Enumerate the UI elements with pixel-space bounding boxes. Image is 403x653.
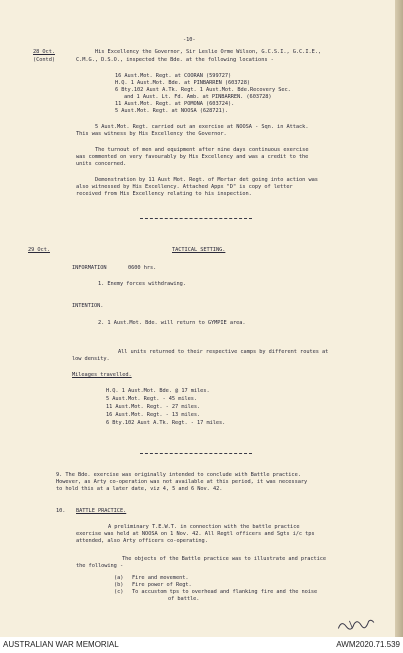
location-line: 5 Aust.Mot. Regt. at NOOSA (628721). — [115, 108, 229, 114]
page-number: -10- — [183, 37, 196, 43]
footer-reference: AWM2020.71.539 — [336, 640, 400, 649]
paragraph-line: low density. — [72, 356, 110, 362]
mileage-line: 11 Aust.Mot. Regt. - 27 miles. — [106, 404, 201, 410]
info-label: INFORMATION — [72, 265, 107, 271]
info-item: 1. Enemy forces withdrawing. — [98, 281, 186, 287]
info-time: 0600 hrs. — [128, 265, 157, 271]
paragraph-line: received from His Excellency relating to his inspection. — [76, 191, 252, 197]
paragraph-line: This was witness by His Excellency the Governor. — [76, 131, 227, 137]
entry-date-28-oct: 28 Oct. — [33, 49, 55, 55]
archive-footer — [0, 637, 403, 653]
list-item: Fire power of Regt. — [132, 582, 192, 588]
paragraph-line: was commented on very favourably by His Excellency and was a credit to the — [76, 154, 309, 160]
location-line: 16 Aust.Mot. Regt. at COORAN (599727) — [115, 73, 232, 79]
mileage-line: H.Q. 1 Aust.Mot. Bde. @ 17 miles. — [106, 388, 210, 394]
entry-date-29-oct: 29 Oct. — [28, 247, 50, 253]
intention-label: INTENTION. — [72, 303, 104, 309]
list-item: Fire and movement. — [132, 575, 189, 581]
list-item: of battle. — [168, 596, 200, 602]
section-divider — [140, 218, 252, 219]
paragraph-line: also witnessed by His Excellency. Attached Appx "D" is copy of letter — [76, 184, 293, 190]
section-heading: BATTLE PRACTICE. — [76, 508, 127, 514]
paragraph-line: However, as Arty co-operation was not available at this period, it was necessary — [56, 479, 308, 485]
location-line: 6 Bty.102 Aust A.Tk. Regt. 1 Aust.Mot. Bde.Recovery Sec. — [115, 87, 291, 93]
entry-28-line: C.M.G., D.S.O., inspected the Bde. at the following locations - — [76, 57, 274, 63]
mileage-line: 5 Aust.Mot. Regt. - 45 miles. — [106, 396, 198, 402]
mileage-line: 6 Bty.102 Aust A.Tk. Regt. - 17 miles. — [106, 420, 226, 426]
entry-28-line: His Excellency the Governor, Sir Leslie Orme Wilson, G.C.S.I., G.C.I.E., — [95, 49, 322, 55]
list-item-marker: (b) — [114, 582, 124, 588]
section-heading: TACTICAL SETTING. — [172, 247, 226, 253]
paragraph-line: The objects of the Battle practice was to illustrate and practice — [122, 556, 327, 562]
paragraph-number: 10. — [56, 508, 66, 514]
paragraph-line: Demonstration by 11 Aust Mot. Regt. of Mortar det going into action was — [95, 177, 318, 183]
paragraph-line: The turnout of men and equipment after nine days continuous exercise — [95, 147, 309, 153]
location-line: H.Q. 1 Aust.Mot. Bde. at PINBARREN (603728) — [115, 80, 250, 86]
location-line: 11 Aust.Mot. Regt. at POMONA (603724). — [115, 101, 235, 107]
paragraph-line: exercise was held at NOOSA on 1 Nov. 42. All Regtl officers and Sgts i/c tps — [76, 531, 315, 537]
page-edge — [395, 0, 403, 637]
intention-item: 2. 1 Aust.Mot. Bde. will return to GYMPIE area. — [98, 320, 246, 326]
list-item: To accustom tps to overhead and flanking fire and the noise — [132, 589, 318, 595]
paragraph-line: All units returned to their respective camps by different routes at — [118, 349, 329, 355]
paragraph-line: the following - — [76, 563, 124, 569]
list-item-marker: (a) — [114, 575, 124, 581]
paragraph-line: to hold this at a later date, viz 4, 5 and 6 Nov. 42. — [56, 486, 223, 492]
paragraph-line: units concerned. — [76, 161, 127, 167]
paragraph-line: 5 Aust.Mot. Regt. carried out an exercise at NOOSA - Sqn. in Attack. — [95, 124, 309, 130]
entry-contd-label: (Contd) — [33, 57, 55, 63]
paragraph-line: attended, also Arty officers co-operating. — [76, 538, 208, 544]
section-divider — [140, 453, 252, 454]
location-line: and 1 Aust. Lt. Fd. Amb. at PINBARREN. (603728) — [124, 94, 272, 100]
paragraph-line: 9. The Bde. exercise was originally intended to conclude with Battle practice. — [56, 472, 301, 478]
list-item-marker: (c) — [114, 589, 124, 595]
mileages-label: Mileages travelled. — [72, 372, 132, 378]
mileage-line: 16 Aust.Mot. Regt. - 13 miles. — [106, 412, 201, 418]
paragraph-line: A preliminary T.E.W.T. in connection with the battle practice — [108, 524, 300, 530]
footer-institution: AUSTRALIAN WAR MEMORIAL — [3, 640, 119, 649]
